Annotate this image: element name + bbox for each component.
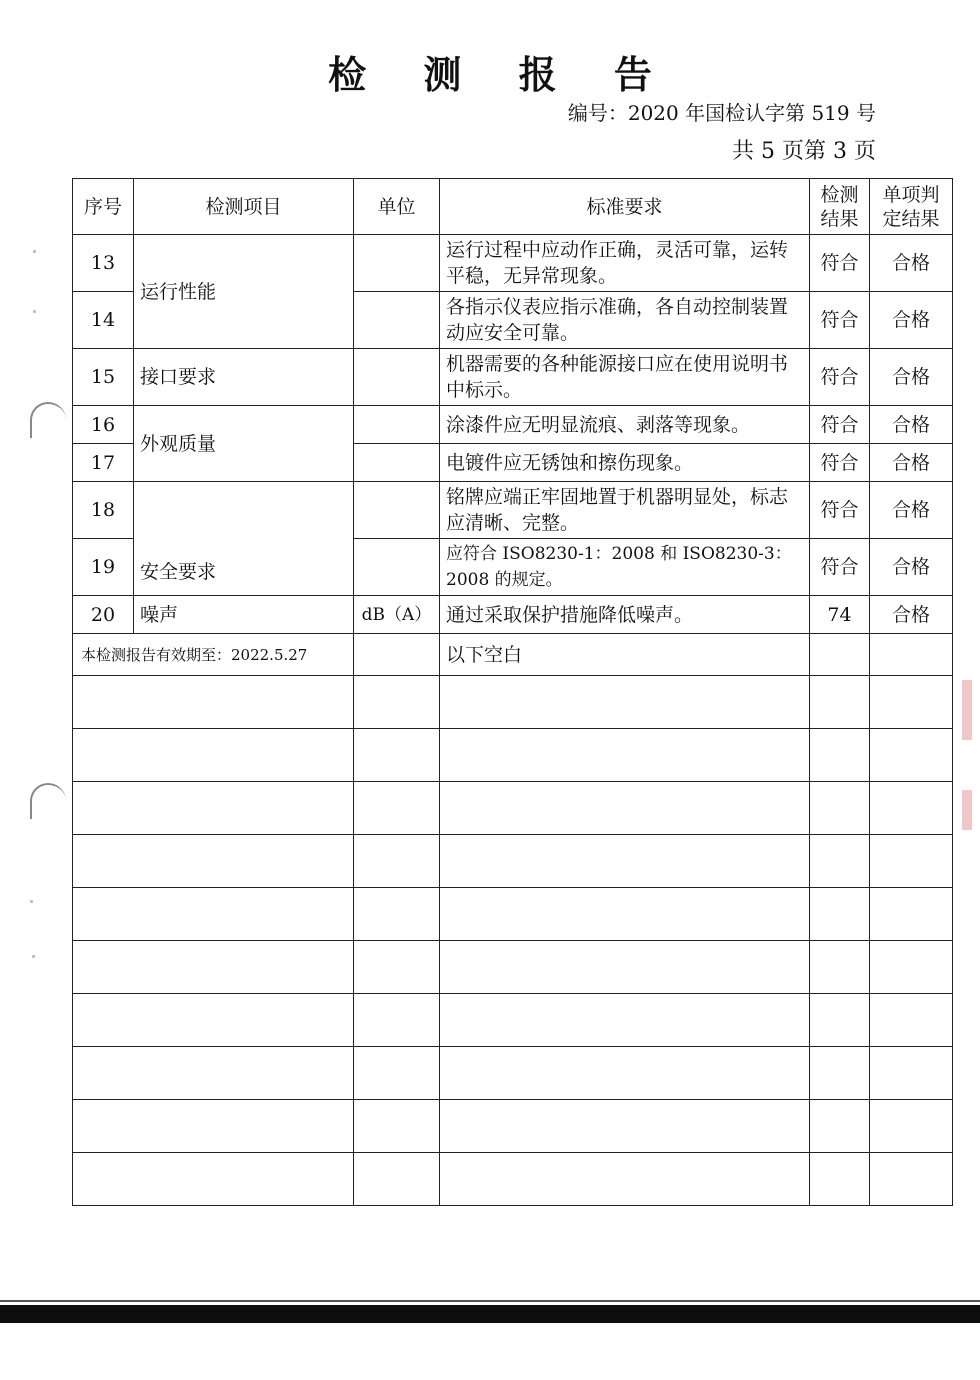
row-unit — [354, 292, 440, 349]
row-result: 符合 — [810, 235, 870, 292]
row-unit — [354, 482, 440, 539]
row-result: 符合 — [810, 349, 870, 406]
row-judgment: 合格 — [870, 539, 953, 596]
row-no: 20 — [73, 596, 134, 634]
empty-row — [73, 835, 953, 888]
binder-hole-top — [30, 402, 66, 438]
scan-speck — [32, 955, 35, 958]
row-standard: 机器需要的各种能源接口应在使用说明书中标示。 — [440, 349, 810, 406]
document-number: 编号：2020 年国检认字第 519 号 — [567, 101, 876, 125]
row-item: 运行性能 — [134, 235, 354, 349]
empty-row — [73, 676, 953, 729]
header-result: 检测 结果 — [810, 179, 870, 235]
empty-row — [73, 729, 953, 782]
table-row — [73, 349, 953, 406]
row-judgment: 合格 — [870, 349, 953, 406]
scan-speck — [30, 900, 33, 903]
empty-row — [73, 888, 953, 941]
row-item: 噪声 — [134, 596, 354, 634]
row-result: 符合 — [810, 292, 870, 349]
row-result: 符合 — [810, 444, 870, 482]
validity-note: 本检测报告有效期至：2022.5.27 — [73, 634, 354, 676]
blank-cell — [870, 634, 953, 676]
row-no: 16 — [73, 406, 134, 444]
page-bottom-bar — [0, 1305, 980, 1323]
header-no: 序号 — [73, 179, 134, 235]
row-standard: 通过采取保护措施降低噪声。 — [440, 596, 810, 634]
page-bottom-line — [0, 1300, 980, 1302]
row-unit — [354, 539, 440, 596]
row-standard: 电镀件应无锈蚀和擦伤现象。 — [440, 444, 810, 482]
row-judgment: 合格 — [870, 596, 953, 634]
report-title: 检 测 报 告 — [328, 52, 674, 97]
table-row — [73, 596, 953, 634]
scan-speck — [33, 310, 36, 313]
row-judgment: 合格 — [870, 292, 953, 349]
empty-row — [73, 941, 953, 994]
row-unit — [354, 235, 440, 292]
seal-edge — [962, 680, 972, 740]
row-judgment: 合格 — [870, 235, 953, 292]
row-item: 外观质量 — [134, 406, 354, 482]
row-item: 接口要求 — [134, 349, 354, 406]
row-no: 14 — [73, 292, 134, 349]
table-row — [73, 235, 953, 292]
row-judgment: 合格 — [870, 406, 953, 444]
header-judgment: 单项判 定结果 — [870, 179, 953, 235]
table-row — [73, 406, 953, 444]
row-unit — [354, 444, 440, 482]
blank-cell — [810, 634, 870, 676]
empty-row — [73, 1047, 953, 1100]
blank-below-note: 以下空白 — [440, 634, 810, 676]
row-standard: 应符合 ISO8230-1：2008 和 ISO8230-3：2008 的规定。 — [440, 539, 810, 596]
inspection-table — [72, 178, 953, 1206]
seal-edge — [962, 790, 972, 830]
row-no: 15 — [73, 349, 134, 406]
empty-row — [73, 1153, 953, 1206]
row-standard: 各指示仪表应指示准确，各自动控制装置动应安全可靠。 — [440, 292, 810, 349]
binder-hole-bottom — [30, 783, 66, 819]
table-row — [73, 482, 953, 539]
row-no: 17 — [73, 444, 134, 482]
row-standard: 涂漆件应无明显流痕、剥落等现象。 — [440, 406, 810, 444]
row-no: 18 — [73, 482, 134, 539]
row-item: 安全要求 — [134, 482, 354, 596]
row-result: 符合 — [810, 539, 870, 596]
page-info: 共 5 页第 3 页 — [732, 139, 876, 164]
blank-cell — [354, 634, 440, 676]
row-standard: 铭牌应端正牢固地置于机器明显处，标志应清晰、完整。 — [440, 482, 810, 539]
row-no: 19 — [73, 539, 134, 596]
header-unit: 单位 — [354, 179, 440, 235]
row-standard: 运行过程中应动作正确，灵活可靠，运转平稳，无异常现象。 — [440, 235, 810, 292]
empty-row — [73, 994, 953, 1047]
header-standard: 标准要求 — [440, 179, 810, 235]
row-unit — [354, 349, 440, 406]
row-result: 符合 — [810, 482, 870, 539]
validity-row — [73, 634, 953, 676]
scan-speck — [33, 250, 36, 253]
row-judgment: 合格 — [870, 444, 953, 482]
row-result: 符合 — [810, 406, 870, 444]
empty-row — [73, 1100, 953, 1153]
row-no: 13 — [73, 235, 134, 292]
header-item: 检测项目 — [134, 179, 354, 235]
row-result: 74 — [810, 596, 870, 634]
row-unit — [354, 406, 440, 444]
empty-row — [73, 782, 953, 835]
row-judgment: 合格 — [870, 482, 953, 539]
header-row — [73, 179, 953, 235]
row-unit: dB（A） — [354, 596, 440, 634]
